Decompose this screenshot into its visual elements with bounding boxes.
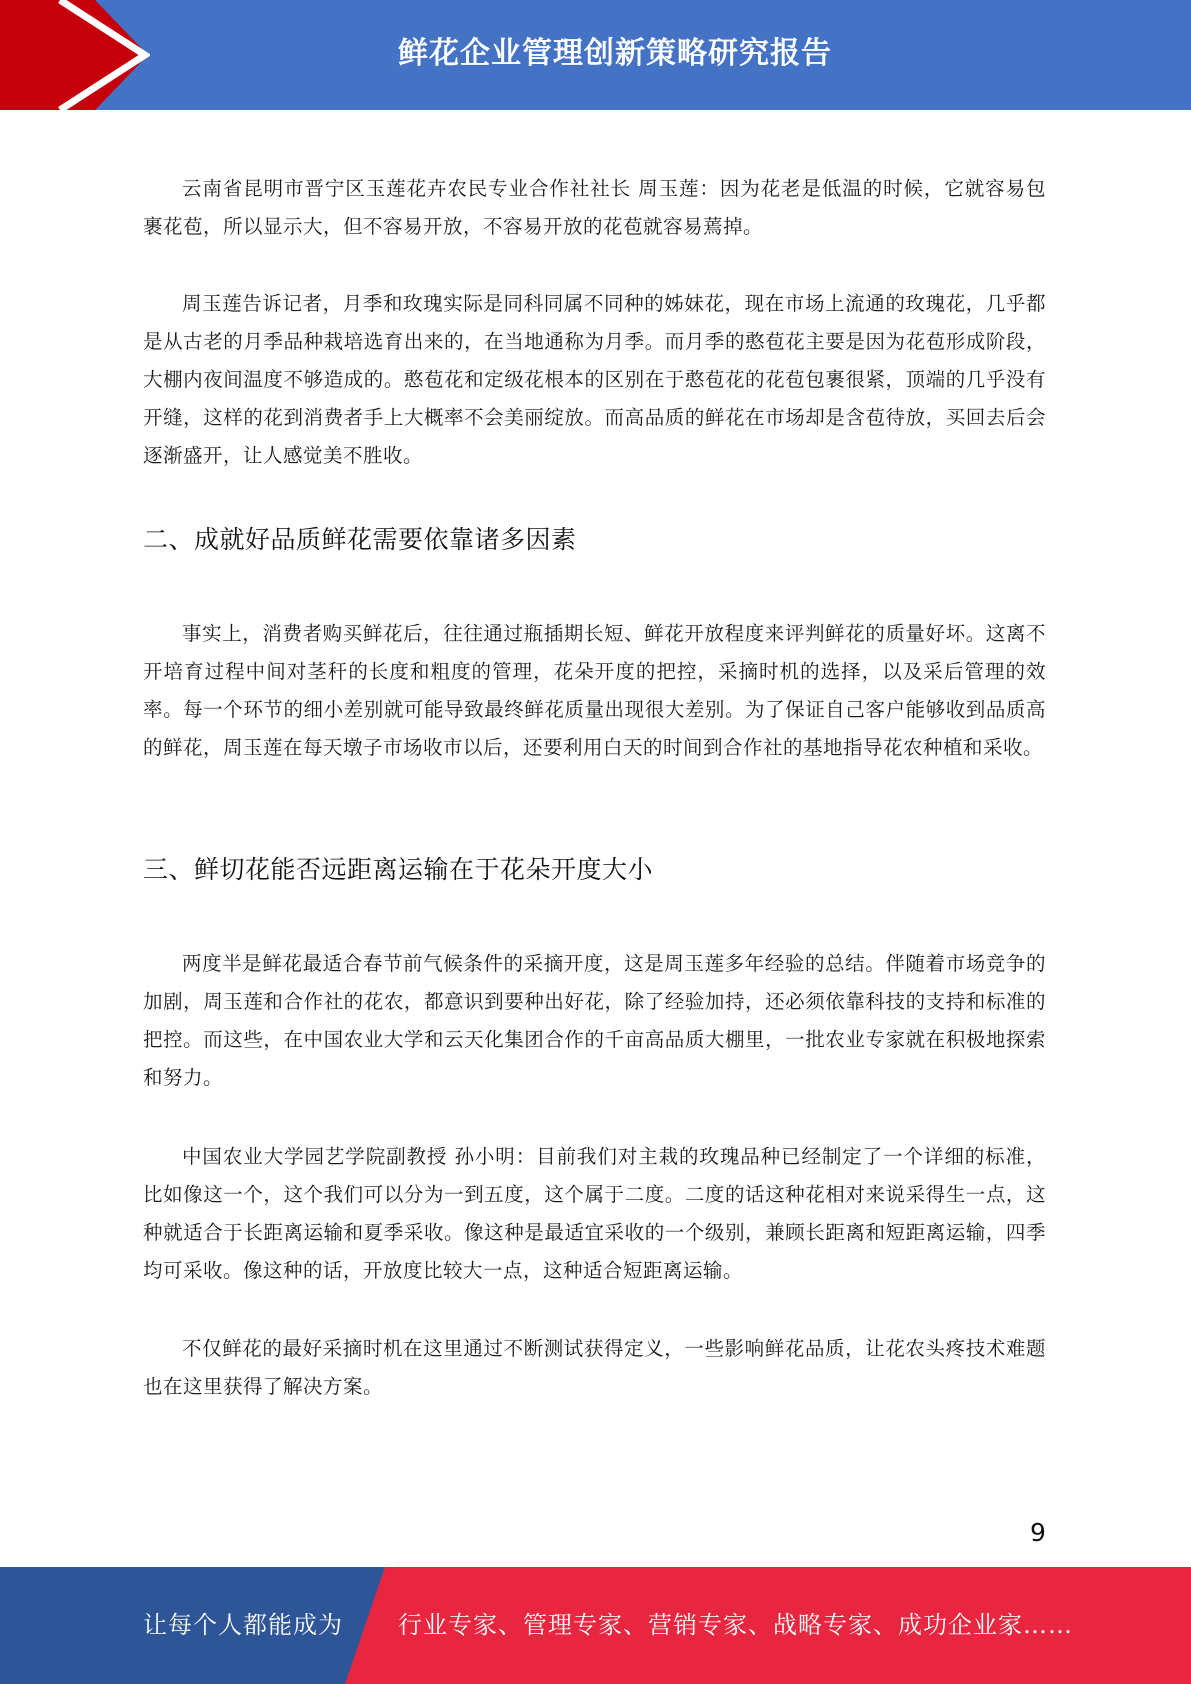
header-arrow-decoration — [0, 0, 150, 110]
page-number: 9 — [1030, 1518, 1046, 1547]
page-footer — [0, 1567, 1191, 1684]
section-heading: 二、成就好品质鲜花需要依靠诸多因素 — [143, 525, 577, 554]
paragraph: 事实上，消费者购买鲜花后，往往通过瓶插期长短、鲜花开放程度来评判鲜花的质量好坏。这离不开培育过程中间对茎秆的长度和粗度的管理，花朵开度的把控，采摘时机的选择，以及采后管理的效率。每一个环节的细小差别就可能导致最终鲜花质量出现很大差别。为了保证自己客户能够收到品质高的鲜花，周玉莲在每天墩子市场收市以后，还要利用白天的时间到合作社的基地指导花农种植和采收。 — [143, 622, 1046, 759]
paragraph: 两度半是鲜花最适合春节前气候条件的采摘开度，这是周玉莲多年经验的总结。伴随着市场竞争的加剧，周玉莲和合作社的花农，都意识到要种出好花，除了经验加持，还必须依靠科技的支持和标准的把控。而这些，在中国农业大学和云天化集团合作的千亩高品质大棚里，一批农业专家就在积极地探索和努力。 — [143, 952, 1046, 1089]
report-title: 鲜花企业管理创新策略研究报告 — [398, 36, 832, 71]
section-heading: 三、鲜切花能否远距离运输在于花朵开度大小 — [143, 855, 654, 884]
paragraph: 周玉莲告诉记者，月季和玫瑰实际是同科同属不同种的姊妹花，现在市场上流通的玫瑰花，几乎都是从古老的月季品种栽培选育出来的，在当地通称为月季。而月季的憨苞花主要是因为花苞形成阶段，大棚内夜间温度不够造成的。憨苞花和定级花根本的区别在于憨苞花的花苞包裹很紧，顶端的几乎没有开缝，这样的花到消费者手上大概率不会美丽绽放。而高品质的鲜花在市场却是含苞待放，买回去后会逐渐盛开，让人感觉美不胜收。 — [143, 292, 1046, 467]
footer-slogan-left: 让每个人都能成为 — [143, 1611, 343, 1639]
paragraph: 云南省昆明市晋宁区玉莲花卉农民专业合作社社长 周玉莲：因为花老是低温的时候，它就容易包裹花苞，所以显示大，但不容易开放，不容易开放的花苞就容易蔫掉。 — [143, 177, 1046, 238]
paragraph: 不仅鲜花的最好采摘时机在这里通过不断测试获得定义，一些影响鲜花品质，让花农头疼技术难题也在这里获得了解决方案。 — [143, 1337, 1046, 1398]
page-header — [0, 0, 1191, 110]
paragraph: 中国农业大学园艺学院副教授 孙小明：目前我们对主栽的玫瑰品种已经制定了一个详细的标准，比如像这一个，这个我们可以分为一到五度，这个属于二度。二度的话这种花相对来说采得生一点，这种就适合于长距离运输和夏季采收。像这种是最适宜采收的一个级别，兼顾长距离和短距离运输，四季均可采收。像这种的话，开放度比较大一点，这种适合短距离运输。 — [143, 1145, 1046, 1282]
footer-slogan-right: 行业专家、管理专家、营销专家、战略专家、成功企业家…… — [398, 1611, 1073, 1639]
